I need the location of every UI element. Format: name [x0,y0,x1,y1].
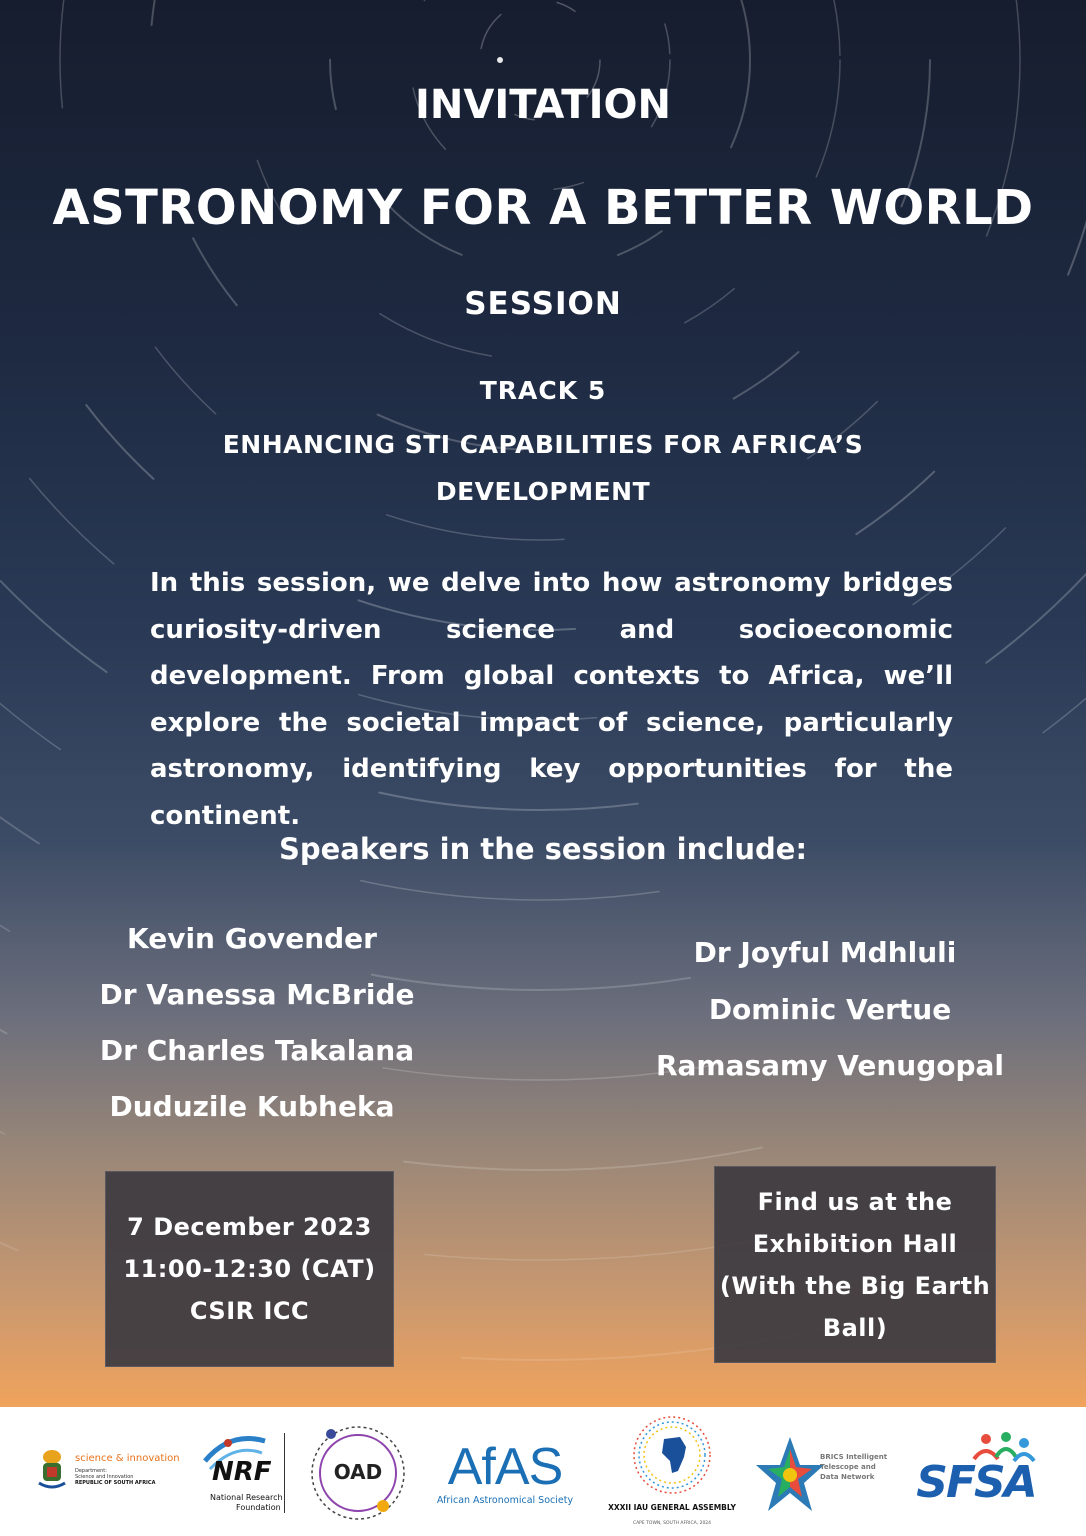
afas-logo [430,1437,580,1507]
sfsa-wordmark: SFSA [916,1457,1036,1508]
event-time: 11:00-12:30 (CAT) [123,1255,376,1283]
speaker-name: Ramasamy Venugopal [655,1049,1005,1082]
iau-ga-subtitle: CAPE TOWN, SOUTH AFRICA, 2024 [632,1521,712,1526]
sfsa-logo [914,1429,1038,1509]
dsi-logo [35,1447,180,1497]
dsi-line: REPUBLIC OF SOUTH AFRICA [75,1480,156,1486]
brics-line: Telescope and [820,1463,876,1471]
location-line: (With the Big Earth [719,1271,991,1300]
speaker-name: Duduzile Kubheka [109,1090,395,1123]
speaker-name: Dominic Vertue [708,993,952,1026]
session-description: In this session, we delve into how astronomy bridges curiosity-driven science and socioeconomic development. From global contexts to Africa, we’ll explore the societal impact of science, particularly astronomy, identifying key opportunities for the continent. [150,568,953,831]
location-line: Ball) [822,1313,888,1342]
nrf-wordmark: NRF [212,1457,272,1487]
session-title: ASTRONOMY FOR A BETTER WORLD [52,180,1034,236]
brics-line: Data Network [820,1473,875,1481]
dsi-line: Department: [75,1468,107,1474]
dsi-title: science & innovation [75,1453,180,1464]
speaker-name: Dr Charles Takalana [99,1034,415,1067]
iau-ga-logo [608,1413,736,1533]
brics-star-icon [754,1435,826,1513]
speaker-name: Kevin Govender [127,922,377,955]
event-date: 7 December 2023 [127,1213,372,1241]
location-line: Find us at the [757,1187,953,1216]
oad-wordmark: OAD [333,1460,383,1484]
afas-subtitle: African Astronomical Society [436,1495,574,1506]
invitation-heading: INVITATION [415,82,671,128]
sponsor-logo-strip [0,1407,1086,1536]
speaker-name: Dr Joyful Mdhluli [693,936,957,969]
event-venue: CSIR ICC [189,1297,310,1325]
africa-globe-icon [630,1413,714,1497]
track-subtitle: ENHANCING STI CAPABILITIES FOR AFRICA’S DEVELOPMENT [222,430,864,506]
session-label: SESSION [464,286,622,322]
speakers-heading: Speakers in the session include: [278,832,808,866]
oad-logo [307,1422,409,1524]
brics-logo [754,1435,894,1513]
dsi-line: Science and Innovation [75,1474,134,1480]
location-note-box [714,1166,996,1363]
coat-of-arms-icon [35,1447,69,1491]
track-label: TRACK 5 [479,376,607,405]
event-details-box [105,1171,394,1367]
afas-wordmark: AfAS [447,1438,563,1496]
divider [284,1433,285,1513]
nrf-line: National Research [210,1493,283,1502]
speaker-name: Dr Vanessa McBride [99,978,415,1011]
location-line: Exhibition Hall [752,1229,958,1258]
brics-line: BRICS Intelligent [820,1453,888,1461]
iau-ga-title: XXXII IAU GENERAL ASSEMBLY [608,1503,736,1512]
nrf-line: Foundation [236,1503,281,1512]
nrf-logo [180,1431,290,1517]
